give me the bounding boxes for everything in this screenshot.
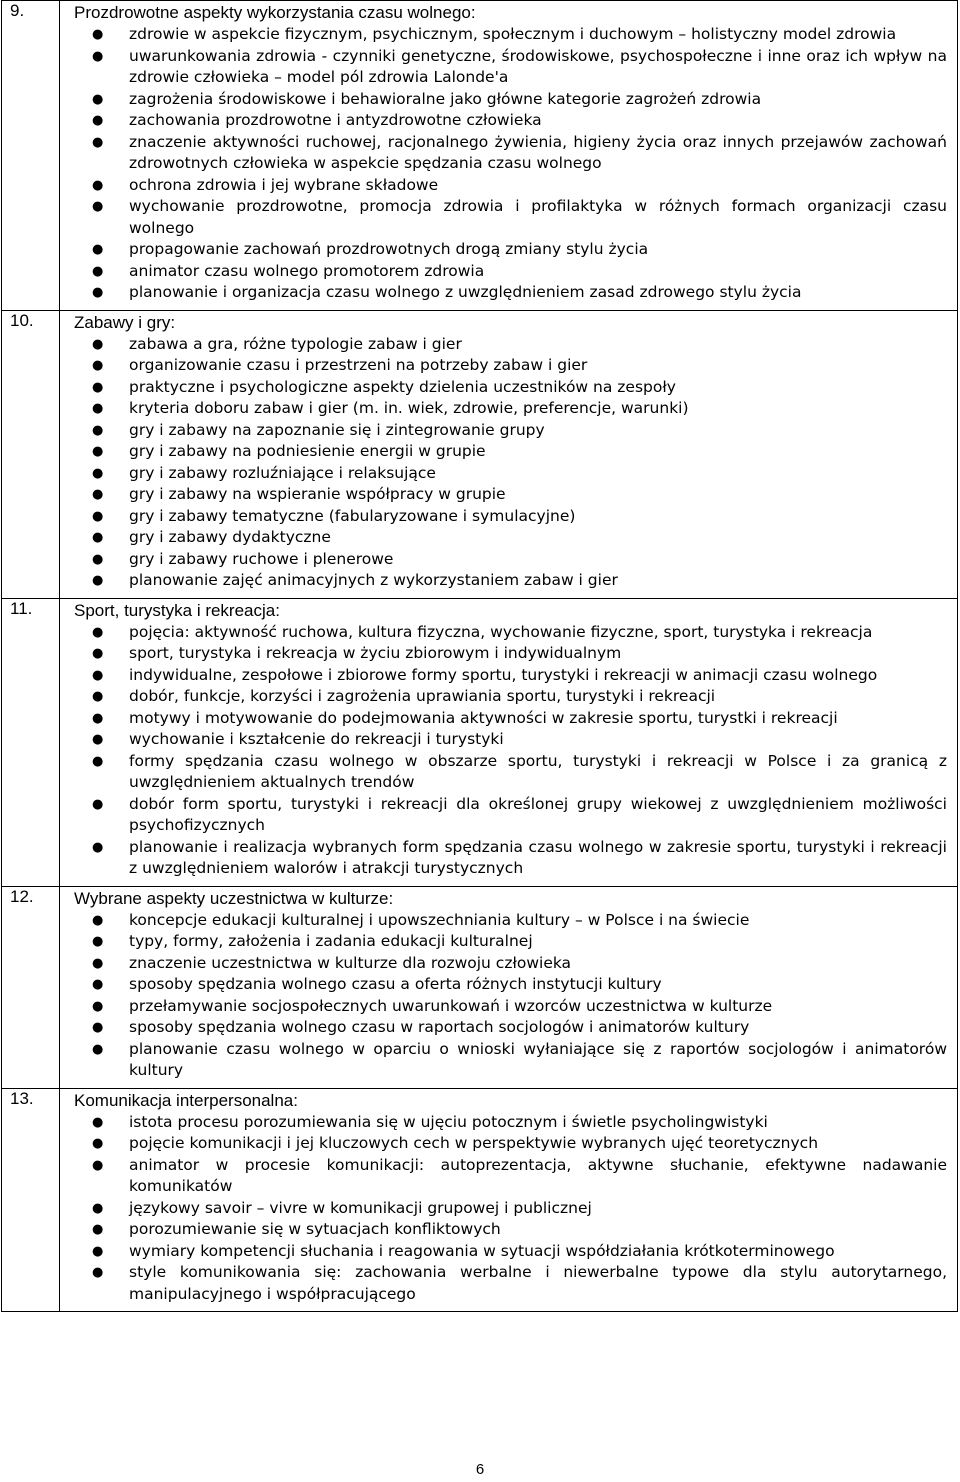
topic-text: gry i zabawy dydaktyczne: [129, 528, 331, 546]
bullet-icon: ●: [92, 753, 104, 769]
topic-text: animator czasu wolnego promotorem zdrowia: [129, 261, 485, 280]
bullet-icon: ●: [92, 1020, 104, 1035]
section-row: [2, 1, 958, 311]
topic-item: [92, 282, 947, 304]
topic-text: wychowanie i kształcenie do rekreacji i turystyki: [129, 730, 504, 748]
bullet-icon: ●: [92, 199, 104, 214]
topic-text: znaczenie aktywności ruchowej, racjonalnego żywienia, higieny życia oraz innych przejawów zachowań zdrowotnych człowieka w aspekcie spędzania czasu wolnego: [129, 132, 947, 172]
bullet-icon: ●: [92, 27, 104, 42]
topic-item: [92, 622, 947, 644]
topic-item: [92, 751, 947, 794]
topic-text: kryteria doboru zabaw i gier (m. in. wiek, zdrowie, preferencje, warunki): [129, 399, 689, 417]
bullet-icon: ●: [92, 796, 104, 812]
bullet-icon: ●: [92, 977, 104, 992]
topic-item: [92, 1112, 947, 1134]
bullet-icon: ●: [92, 1136, 104, 1151]
topic-item: [92, 463, 947, 485]
topic-item: [92, 1017, 947, 1039]
topic-item: [92, 794, 947, 837]
bullet-icon: ●: [92, 91, 104, 107]
bullet-icon: ●: [92, 573, 104, 588]
topic-text: planowanie czasu wolnego w oparciu o wnioski wyłaniające się z raportów socjologów i animatorów kultury: [129, 1039, 947, 1079]
topic-item: [92, 1198, 947, 1220]
bullet-icon: ●: [92, 113, 104, 128]
topic-text: sposoby spędzania wolnego czasu w raportach socjologów i animatorów kultury: [129, 1018, 750, 1036]
topic-text: wymiary kompetencji słuchania i reagowania w sytuacji współdziałania krótkoterminowego: [129, 1241, 835, 1260]
topic-text: wychowanie prozdrowotne, promocja zdrowia i profilaktyka w różnych formach organizacji czasu wolnego: [129, 197, 947, 237]
topic-item: [92, 110, 947, 132]
topic-text: planowanie i organizacja czasu wolnego z uwzględnieniem zasad zdrowego stylu życia: [129, 283, 802, 301]
bullet-icon: ●: [92, 1222, 104, 1237]
topic-item: [92, 46, 947, 89]
bullet-icon: ●: [92, 551, 104, 567]
topic-item: [92, 974, 947, 996]
topic-item: [92, 549, 947, 571]
bullet-icon: ●: [92, 912, 104, 928]
topic-item: [92, 708, 947, 730]
topic-text: zachowania prozdrowotne i antyzdrowotne człowieka: [129, 111, 542, 129]
section-topic-list: [74, 1112, 947, 1306]
syllabus-table: [1, 0, 958, 1312]
topic-item: [92, 1133, 947, 1155]
topic-item: [92, 441, 947, 463]
topic-item: [92, 931, 947, 953]
bullet-icon: ●: [92, 1265, 104, 1280]
bullet-icon: ●: [92, 336, 104, 352]
topic-item: [92, 910, 947, 932]
bullet-icon: ●: [92, 667, 104, 683]
topic-item: [92, 132, 947, 175]
bullet-icon: ●: [92, 710, 104, 726]
topic-item: [92, 570, 947, 592]
bullet-icon: ●: [92, 955, 104, 971]
section-number: 11.: [2, 598, 60, 886]
bullet-icon: ●: [92, 48, 104, 64]
topic-text: gry i zabawy tematyczne (fabularyzowane i symulacyjne): [129, 506, 576, 525]
section-topic-list: [74, 24, 947, 304]
topic-item: [92, 1155, 947, 1198]
topic-item: [92, 196, 947, 239]
bullet-icon: ●: [92, 134, 104, 150]
topic-item: [92, 1219, 947, 1241]
section-topic-list: [74, 622, 947, 880]
topic-text: pojęcie komunikacji i jej kluczowych cech w perspektywie wybranych ujęć teoretycznych: [129, 1134, 819, 1152]
topic-item: [92, 175, 947, 197]
topic-item: [92, 398, 947, 420]
topic-item: [92, 24, 947, 46]
topic-item: [92, 837, 947, 880]
topic-text: gry i zabawy na podniesienie energii w grupie: [129, 442, 486, 460]
bullet-icon: ●: [92, 998, 104, 1014]
section-content: [60, 886, 958, 1088]
bullet-icon: ●: [92, 401, 104, 416]
topic-item: [92, 953, 947, 975]
topic-text: ochrona zdrowia i jej wybrane składowe: [129, 175, 439, 194]
section-content: [60, 1, 958, 311]
bullet-icon: ●: [92, 465, 104, 481]
bullet-icon: ●: [92, 285, 104, 300]
topic-text: zagrożenia środowiskowe i behawioralne jako główne kategorie zagrożeń zdrowia: [129, 89, 762, 108]
topic-text: koncepcje edukacji kulturalnej i upowszechniania kultury – w Polsce i na świecie: [129, 910, 750, 929]
section-row: [2, 886, 958, 1088]
section-title: Komunikacja interpersonalna:: [74, 1090, 298, 1110]
bullet-icon: ●: [92, 934, 104, 949]
topic-text: pojęcia: aktywność ruchowa, kultura fizyczna, wychowanie fizyczne, sport, turystyka i rekreacja: [129, 622, 873, 641]
topic-item: [92, 89, 947, 111]
bullet-icon: ●: [92, 646, 104, 661]
bullet-icon: ●: [92, 177, 104, 193]
topic-text: organizowanie czasu i przestrzeni na potrzeby zabaw i gier: [129, 356, 588, 374]
topic-item: [92, 484, 947, 506]
bullet-icon: ●: [92, 624, 104, 640]
topic-item: [92, 527, 947, 549]
topic-item: [92, 1039, 947, 1082]
topic-text: sport, turystyka i rekreacja w życiu zbiorowym i indywidualnym: [129, 644, 622, 662]
topic-item: [92, 420, 947, 442]
page-number: 6: [475, 1461, 485, 1478]
topic-text: gry i zabawy ruchowe i plenerowe: [129, 549, 394, 568]
section-number: 9.: [2, 1, 60, 311]
section-title: Sport, turystyka i rekreacja:: [74, 600, 280, 620]
topic-text: językowy savoir – vivre w komunikacji grupowej i publicznej: [129, 1198, 592, 1217]
topic-text: planowanie zajęć animacyjnych z wykorzystaniem zabaw i gier: [129, 571, 618, 589]
section-title: Zabawy i gry:: [74, 312, 176, 332]
topic-item: [92, 643, 947, 665]
bullet-icon: ●: [92, 839, 104, 855]
topic-text: sposoby spędzania wolnego czasu a oferta różnych instytucji kultury: [129, 975, 662, 993]
topic-item: [92, 506, 947, 528]
bullet-icon: ●: [92, 1157, 104, 1173]
section-topic-list: [74, 910, 947, 1082]
section-content: [60, 310, 958, 598]
topic-text: planowanie i realizacja wybranych form spędzania czasu wolnego w zakresie sportu, turystyki i rekreacji z uwzględnieniem walorów i atrakcji turystycznych: [129, 837, 947, 877]
topic-text: motywy i motywowanie do podejmowania aktywności w zakresie sportu, turystki i rekreacji: [129, 708, 838, 727]
syllabus-rows: [2, 1, 958, 1312]
topic-text: istota procesu porozumiewania się w ujęciu potocznym i świetle psycholingwistyki: [129, 1112, 768, 1131]
topic-item: [92, 996, 947, 1018]
bullet-icon: ●: [92, 263, 104, 279]
topic-text: style komunikowania się: zachowania werbalne i niewerbalne typowe dla stylu autorytarnego, manipulacyjnego i współpracującego: [129, 1263, 947, 1303]
topic-item: [92, 261, 947, 283]
section-number: 13.: [2, 1088, 60, 1312]
topic-text: gry i zabawy rozluźniające i relaksujące: [129, 463, 436, 482]
topic-text: dobór form sportu, turystyki i rekreacji dla określonej grupy wiekowej z uwzględnieniem możliwości psychofizycznych: [129, 794, 947, 834]
topic-item: [92, 334, 947, 356]
section-number: 10.: [2, 310, 60, 598]
topic-text: dobór, funkcje, korzyści i zagrożenia uprawiania sportu, turystyki i rekreacji: [129, 687, 716, 705]
section-content: [60, 598, 958, 886]
section-title: Wybrane aspekty uczestnictwa w kulturze:: [74, 888, 394, 908]
bullet-icon: ●: [92, 242, 104, 257]
section-row: [2, 310, 958, 598]
topic-item: [92, 665, 947, 687]
topic-item: [92, 239, 947, 261]
topic-item: [92, 1262, 947, 1305]
topic-text: propagowanie zachowań prozdrowotnych drogą zmiany stylu życia: [129, 240, 649, 258]
topic-item: [92, 377, 947, 399]
topic-text: zdrowie w aspekcie fizycznym, psychicznym, społecznym i duchowym – holistyczny model zdrowia: [129, 25, 897, 43]
bullet-icon: ●: [92, 1114, 104, 1130]
topic-text: uwarunkowania zdrowia - czynniki genetyczne, środowiskowe, psychospołeczne i inne oraz ich wpływ na zdrowie człowieka – model pól zdrowia Lalonde'a: [129, 46, 947, 86]
topic-text: animator w procesie komunikacji: autoprezentacja, aktywne słuchanie, efektywne nadawanie komunikatów: [129, 1155, 947, 1195]
section-row: [2, 598, 958, 886]
section-number: 12.: [2, 886, 60, 1088]
bullet-icon: ●: [92, 444, 104, 459]
topic-text: indywidualne, zespołowe i zbiorowe formy sportu, turystyki i rekreacji w animacji czasu wolnego: [129, 665, 878, 684]
topic-text: typy, formy, założenia i zadania edukacji kulturalnej: [129, 932, 533, 950]
topic-text: porozumiewanie się w sytuacjach konfliktowych: [129, 1220, 501, 1238]
topic-text: gry i zabawy na zapoznanie się i zintegrowanie grupy: [129, 420, 545, 439]
section-row: [2, 1088, 958, 1312]
topic-item: [92, 729, 947, 751]
bullet-icon: ●: [92, 1243, 104, 1259]
bullet-icon: ●: [92, 422, 104, 438]
topic-text: przełamywanie socjospołecznych uwarunkowań i wzorców uczestnictwa w kulturze: [129, 996, 773, 1015]
bullet-icon: ●: [92, 487, 104, 502]
topic-text: praktyczne i psychologiczne aspekty dzielenia uczestników na zespoły: [129, 377, 676, 396]
bullet-icon: ●: [92, 508, 104, 524]
topic-text: znaczenie uczestnictwa w kulturze dla rozwoju człowieka: [129, 953, 572, 972]
section-title: Prozdrowotne aspekty wykorzystania czasu wolnego:: [74, 3, 476, 22]
bullet-icon: ●: [92, 358, 104, 373]
topic-item: [92, 1241, 947, 1263]
bullet-icon: ●: [92, 732, 104, 747]
topic-text: formy spędzania czasu wolnego w obszarze sportu, turystyki i rekreacji w Polsce i za granicą z uwzględnieniem aktualnych trendów: [129, 751, 947, 791]
bullet-icon: ●: [92, 689, 104, 704]
section-topic-list: [74, 334, 947, 592]
topic-text: zabawa a gra, różne typologie zabaw i gier: [129, 334, 462, 353]
topic-text: gry i zabawy na wspieranie współpracy w grupie: [129, 485, 506, 503]
topic-item: [92, 355, 947, 377]
bullet-icon: ●: [92, 1200, 104, 1216]
bullet-icon: ●: [92, 1041, 104, 1057]
bullet-icon: ●: [92, 379, 104, 395]
section-content: [60, 1088, 958, 1312]
bullet-icon: ●: [92, 530, 104, 545]
topic-item: [92, 686, 947, 708]
